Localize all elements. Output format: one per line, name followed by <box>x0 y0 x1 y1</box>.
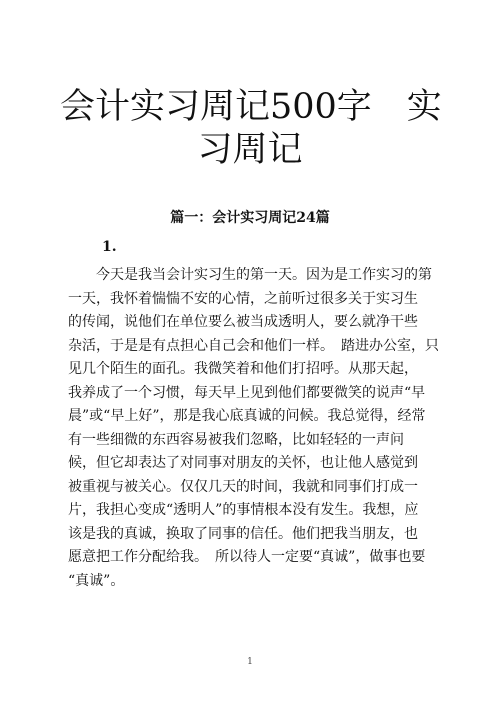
section-heading: 篇一：会计实习周记24篇 <box>170 210 330 226</box>
body-line: 的传闻，说他们在单位要么被当成透明人，要么就净干些 <box>68 314 418 330</box>
item-number: 1. <box>102 239 117 255</box>
body-line: 片，我担心变成“透明人”的事情根本没有发生。我想，应 <box>68 502 419 518</box>
body-line: 一天，我怀着惴惴不安的心情，之前听过很多关于实习生 <box>68 290 418 307</box>
title-line-2: 习周记 <box>197 130 303 170</box>
title-line-1: 会计实习周记500字 实 <box>60 87 442 127</box>
body-line: 有一些细微的东西容易被我们忽略，比如轻轻的一声问 <box>68 431 404 448</box>
body-paragraph <box>68 264 439 593</box>
body-line: 杂活，于是是有点担心自己会和他们一样。 踏进办公室，只 <box>68 337 439 354</box>
document-title <box>60 86 440 172</box>
body-line: 该是我的真诚，换取了同事的信任。他们把我当朋友，也 <box>68 525 418 542</box>
body-line: 候，但它却表达了对同事对朋友的关怀，也让他人感觉到 <box>68 455 418 471</box>
body-line: 我养成了一个习惯，每天早上见到他们都要微笑的说声“早 <box>68 384 426 401</box>
body-line: 被重视与被关心。仅仅几天的时间，我就和同事们打成一 <box>68 478 418 495</box>
page-number: 1 <box>247 657 253 667</box>
body-line: “真诚”。 <box>68 572 125 589</box>
body-line: 见几个陌生的面孔。我微笑着和他们打招呼。从那天起， <box>68 361 418 377</box>
body-line: 晨”或“早上好”，那是我心底真诚的问候。我总觉得，经常 <box>68 408 426 424</box>
body-line: 愿意把工作分配给我。 所以待人一定要“真诚”，做事也要 <box>68 549 426 565</box>
body-line: 今天是我当会计实习生的第一天。因为是工作实习的第 <box>96 267 432 283</box>
